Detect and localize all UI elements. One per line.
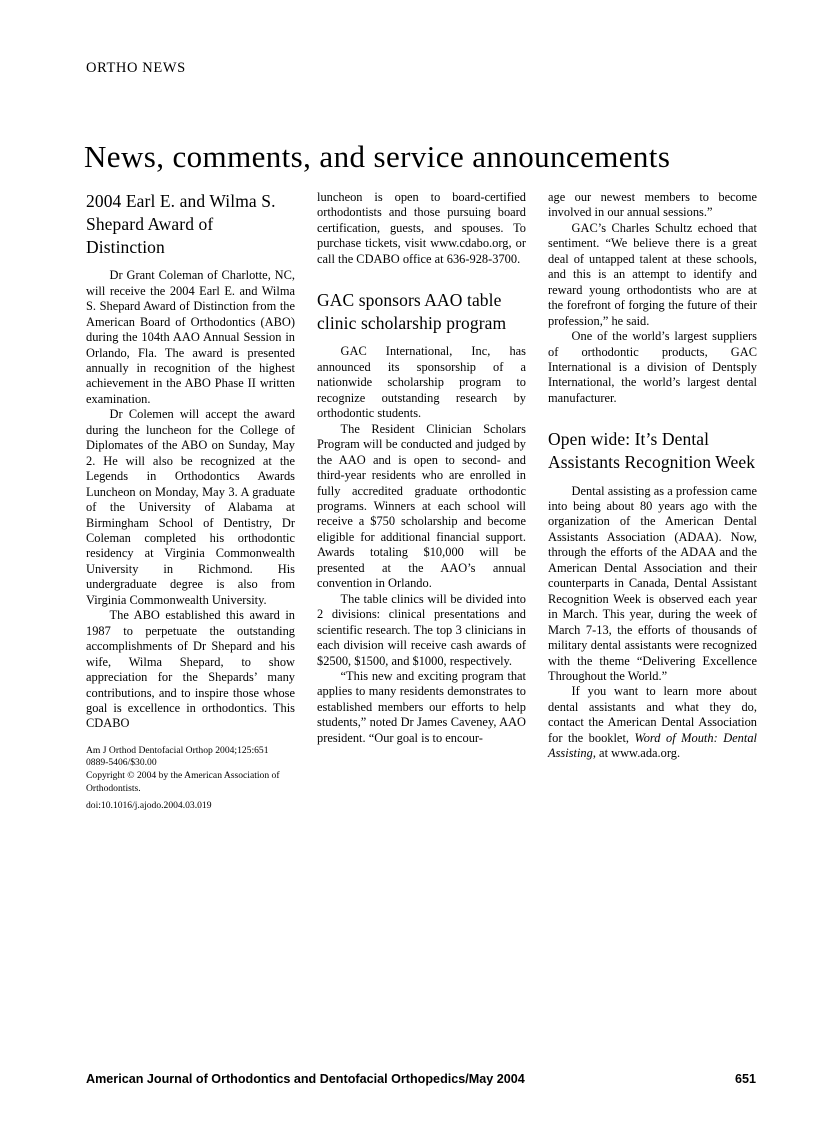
paragraph-text-part2: , at www.ada.org. <box>592 746 681 761</box>
footnote-block <box>86 745 295 813</box>
section-heading-shepard-award: 2004 Earl E. and Wilma S. Shepard Award of Distinction <box>86 191 276 258</box>
paragraph: GAC’s Charles Schultz echoed that sentiment. “We believe there is a great deal of untapped talent at these schools, and this is an attempt to identify and reward young orthodontists who are at the forefront of forging the future of their profession,” he said. <box>548 220 757 328</box>
footnote-copyright: Copyright © 2004 by the American Association of Orthodontists. <box>86 770 280 794</box>
footer-journal-title: American Journal of Orthodontics and Dentofacial Orthopedics/May 2004 <box>86 1072 525 1086</box>
footnote-issn-price: 0889-5406/$30.00 <box>86 757 157 769</box>
paragraph-text-part1: If you want to learn more about dental assistants and what they do, contact the American Dental Association for the booklet, <box>548 684 757 745</box>
paragraph: The table clinics will be divided into 2 divisions: clinical presentations and scientific research. The top 3 clinicians in each division will receive cash awards of $2500, $1500, and $1000, respectively. <box>317 591 526 668</box>
paragraph-continuation: luncheon is open to board-certified orthodontists and those pursuing board certification, guests, and spouses. To purchase tickets, visit www.cdabo.org, or call the CDABO office at 636-928-3700. <box>317 190 526 266</box>
paragraph: Dr Colemen will accept the award during the luncheon for the College of Diplomates of the ABO on Sunday, May 2. He will also be recognized at the Legends in Orthodontics Awards Luncheon on Monday, May 3. A graduate of the University of Alabama at Birmingham School of Dentistry, Dr Coleman completed his orthodontic residency at Virginia Commonwealth University in Richmond. His undergraduate degree is also from Virginia Commonwealth University. <box>86 407 295 607</box>
page-footer <box>86 1072 756 1086</box>
footer-page-number: 651 <box>734 1072 756 1086</box>
paragraph: “This new and exciting program that applies to many residents demonstrates to established members our efforts to help students,” noted Dr James Caveney, AAO president. “Our goal is to encour- <box>317 668 526 745</box>
paragraph: Dental assisting as a profession came into being about 80 years ago with the organization of the American Dental Assistants Association (ADAA). Now, through the efforts of the ADAA and the American Dental Association and their counterparts in Canada, Dental Assistant Recognition Week is observed each year in March. This year, during the week of March 7-13, the efforts of thousands of military dental assistants were recognized with the theme “Delivering Excellence Throughout the World.” <box>548 483 757 683</box>
section-heading-dental-assistants-week: Open wide: It’s Dental Assistants Recognition Week <box>548 429 756 473</box>
paragraph: One of the world’s largest suppliers of orthodontic products, GAC International is a division of Dentsply International, the world’s largest dental manufacturer. <box>548 329 757 405</box>
running-head: ORTHO NEWS <box>86 60 186 76</box>
paragraph: GAC International, Inc, has announced its sponsorship of a nationwide scholarship program to recognize outstanding research by orthodontic students. <box>317 344 526 421</box>
page-title: News, comments, and service announcements <box>84 138 671 174</box>
column-3 <box>548 190 757 850</box>
article-columns <box>86 190 756 850</box>
section-heading-gac-scholarship: GAC sponsors AAO table clinic scholarship program <box>317 290 507 334</box>
column-2 <box>317 190 526 850</box>
column-1 <box>86 190 295 850</box>
paragraph: The Resident Clinician Scholars Program will be conducted and judged by the AAO and is open to second- and third-year residents who are enrolled in fully accredited graduate orthodontic programs. Winners at each school will receive a $750 scholarship and become eligible for additional financial support. Awards totaling $10,000 will be presented at the AAO’s annual convention in Orlando. <box>317 421 526 591</box>
paragraph: The ABO established this award in 1987 to perpetuate the outstanding accomplishments of Dr Shepard and his wife, Wilma Shepard, to show appreciation for the Shepards’ many contributions, and to inspire those whose goal is excellence in orthodontics. This CDABO <box>86 608 295 731</box>
paragraph-with-booklet-title <box>548 684 757 761</box>
footnote-doi: doi:10.1016/j.ajodo.2004.03.019 <box>86 800 212 812</box>
paragraph: Dr Grant Coleman of Charlotte, NC, will receive the 2004 Earl E. and Wilma S. Shepard Award of Distinction from the American Board of Orthodontics (ABO) during the 104th AAO Annual Session in Orlando, Fla. The award is presented annually in recognition of the highest achievement in the ABO Phase II written examination. <box>86 268 295 406</box>
paragraph-continuation: age our newest members to become involved in our annual sessions.” <box>548 190 757 220</box>
booklet-title: Word of Mouth: Dental Assisting <box>548 730 757 761</box>
footnote-citation: Am J Orthod Dentofacial Orthop 2004;125:651 <box>86 744 269 756</box>
